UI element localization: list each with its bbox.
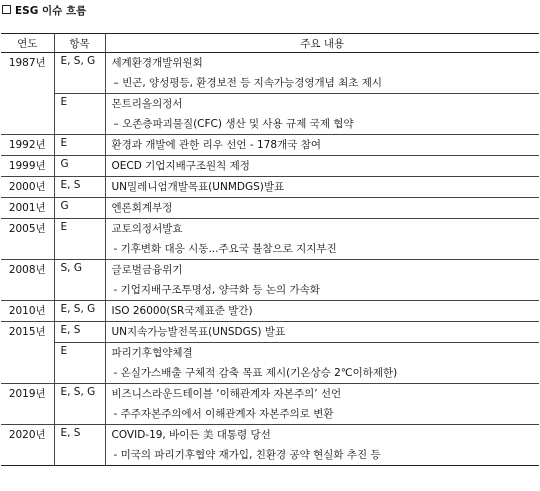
content-sub: - 온실가스배출 구체적 감축 목표 제시(기온상승 2℃이하제한) [113, 367, 398, 379]
content-main: 환경과 개발에 관한 리우 선언 - 178개국 참여 [111, 139, 321, 151]
column-header-content: 주요 내용 [105, 34, 539, 53]
content-cell [105, 53, 539, 94]
content-main: ISO 26000(SR국제표준 발간) [111, 305, 253, 317]
year-cell: 2020년 [1, 425, 54, 466]
table-row [1, 156, 539, 177]
table-row [1, 94, 539, 135]
content-main: 글로벌금융위기 [111, 264, 183, 276]
table-row [1, 219, 539, 260]
content-sub: - 주주자본주의에서 이해관계자 자본주의로 변환 [113, 408, 334, 420]
section-title-text: ESG 이슈 흐름 [15, 5, 87, 17]
content-main: UN지속가능발전목표(UNSDGS) 발표 [111, 326, 286, 338]
item-cell: G [54, 198, 105, 219]
table-header-row [1, 34, 539, 53]
table-row [1, 177, 539, 198]
item-cell: E, S [54, 425, 105, 466]
content-cell [105, 135, 539, 156]
content-cell [105, 384, 539, 425]
content-cell [105, 177, 539, 198]
year-cell: 2000년 [1, 177, 54, 198]
content-sub: - 미국의 파리기후협약 재가입, 친환경 공약 현실화 추진 등 [113, 449, 381, 461]
content-sub: - 기후변화 대응 시동...주요국 불참으로 지지부진 [113, 243, 337, 255]
section-title [2, 3, 86, 19]
item-cell: E [54, 135, 105, 156]
year-cell: 2005년 [1, 219, 54, 260]
content-main: 비즈니스라운드테이블 ‘이해관계자 자본주의’ 선언 [111, 388, 342, 400]
year-cell: 1987년 [1, 53, 54, 135]
content-cell [105, 156, 539, 177]
content-main: OECD 기업지배구조원칙 제정 [111, 160, 250, 172]
year-cell: 2001년 [1, 198, 54, 219]
content-sub: - 기업지배구조투명성, 양극화 등 논의 가속화 [113, 284, 320, 296]
table-row [1, 198, 539, 219]
year-cell: 1992년 [1, 135, 54, 156]
item-cell: E, S, G [54, 301, 105, 322]
year-cell: 2008년 [1, 260, 54, 301]
table-row [1, 260, 539, 301]
content-main: 세계환경개발위원회 [111, 57, 203, 69]
table-row [1, 384, 539, 425]
content-main: UN밀레니엄개발목표(UNMDGS)발표 [111, 181, 285, 193]
item-cell: E, S, G [54, 384, 105, 425]
item-cell: E [54, 343, 105, 384]
content-main: 엔론회계부정 [111, 202, 173, 214]
table-row [1, 301, 539, 322]
table-row [1, 135, 539, 156]
item-cell: S, G [54, 260, 105, 301]
content-main: 교토의정서발효 [111, 223, 183, 235]
year-cell: 1999년 [1, 156, 54, 177]
table-row [1, 425, 539, 466]
content-cell [105, 425, 539, 466]
item-cell: E, S [54, 177, 105, 198]
content-main: 파리기후협약체결 [111, 347, 193, 359]
item-cell: E, S, G [54, 53, 105, 94]
column-header-item: 항목 [54, 34, 105, 53]
column-header-year: 연도 [1, 34, 54, 53]
content-cell [105, 260, 539, 301]
content-cell [105, 94, 539, 135]
content-main: COVID-19, 바이든 美 대통령 당선 [111, 429, 271, 441]
item-cell: E [54, 219, 105, 260]
year-cell: 2019년 [1, 384, 54, 425]
esg-issue-table [1, 33, 539, 466]
year-cell: 2010년 [1, 301, 54, 322]
item-cell: E, S [54, 322, 105, 343]
content-cell [105, 198, 539, 219]
content-sub: – 오존층파괴물질(CFC) 생산 및 사용 규제 국제 협약 [113, 118, 354, 130]
item-cell: E [54, 94, 105, 135]
table-row [1, 322, 539, 343]
table-row [1, 53, 539, 94]
content-main: 몬트리올의정서 [111, 98, 183, 110]
content-sub: – 빈곤, 양성평등, 환경보전 등 지속가능경영개념 최초 제시 [113, 77, 383, 89]
table-row [1, 343, 539, 384]
year-cell: 2015년 [1, 322, 54, 384]
item-cell: G [54, 156, 105, 177]
content-cell [105, 343, 539, 384]
content-cell [105, 322, 539, 343]
content-cell [105, 219, 539, 260]
checkbox-bullet-icon [2, 5, 11, 14]
content-cell [105, 301, 539, 322]
